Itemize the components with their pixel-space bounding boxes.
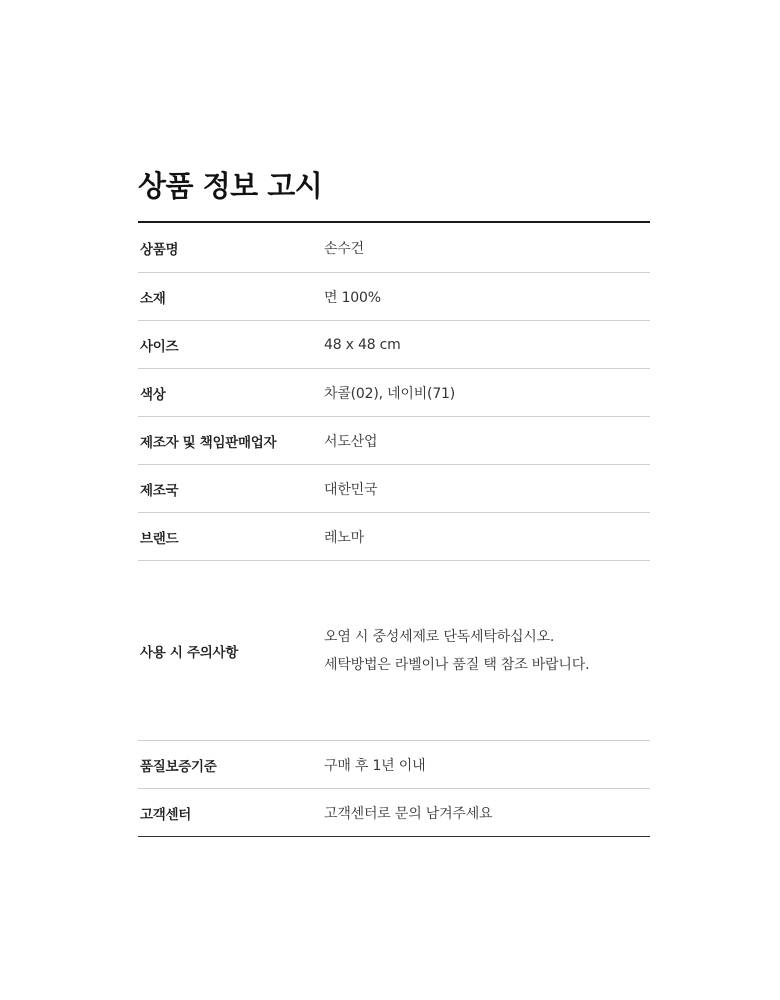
- info-label: 상품명: [140, 241, 179, 258]
- notice-title: 상품 정보 고시: [138, 169, 323, 203]
- info-label: 제조자 및 책임판매업자: [140, 434, 277, 451]
- info-label: 색상: [140, 386, 166, 403]
- info-row-material: [138, 272, 650, 320]
- info-row-product-name: [138, 223, 650, 272]
- info-value: 고객센터로 문의 남겨주세요: [324, 805, 493, 822]
- info-value: 48 x 48 cm: [324, 336, 401, 353]
- info-value: 서도산업: [324, 433, 378, 450]
- info-row-country: [138, 464, 650, 512]
- info-value: 차콜(02), 네이비(71): [324, 385, 455, 402]
- care-line: 오염 시 중성세제로 단독세탁하십시오.: [324, 628, 555, 645]
- info-label: 사용 시 주의사항: [140, 644, 238, 661]
- info-label: 소재: [140, 290, 166, 307]
- info-value: [324, 623, 650, 679]
- info-value: 대한민국: [324, 481, 378, 498]
- info-label: 브랜드: [140, 530, 179, 547]
- care-line: 세탁방법은 라벨이나 품질 택 참조 바랍니다.: [324, 656, 590, 673]
- info-row-brand: [138, 512, 650, 560]
- info-row-customer-center: [138, 788, 650, 836]
- info-value: 레노마: [324, 529, 364, 546]
- info-row-size: [138, 320, 650, 368]
- info-row-manufacturer: [138, 416, 650, 464]
- info-row-care-instructions: [138, 560, 650, 740]
- info-value: 손수건: [324, 240, 364, 257]
- product-info-notice: [138, 165, 650, 837]
- info-label: 제조국: [140, 482, 179, 499]
- info-row-color: [138, 368, 650, 416]
- info-label: 품질보증기준: [140, 758, 217, 775]
- info-label: 사이즈: [140, 338, 179, 355]
- info-value: 구매 후 1년 이내: [324, 757, 426, 774]
- info-label: 고객센터: [140, 806, 191, 823]
- product-info-table: [138, 221, 650, 837]
- info-row-warranty: [138, 740, 650, 788]
- info-value: 면 100%: [324, 289, 381, 306]
